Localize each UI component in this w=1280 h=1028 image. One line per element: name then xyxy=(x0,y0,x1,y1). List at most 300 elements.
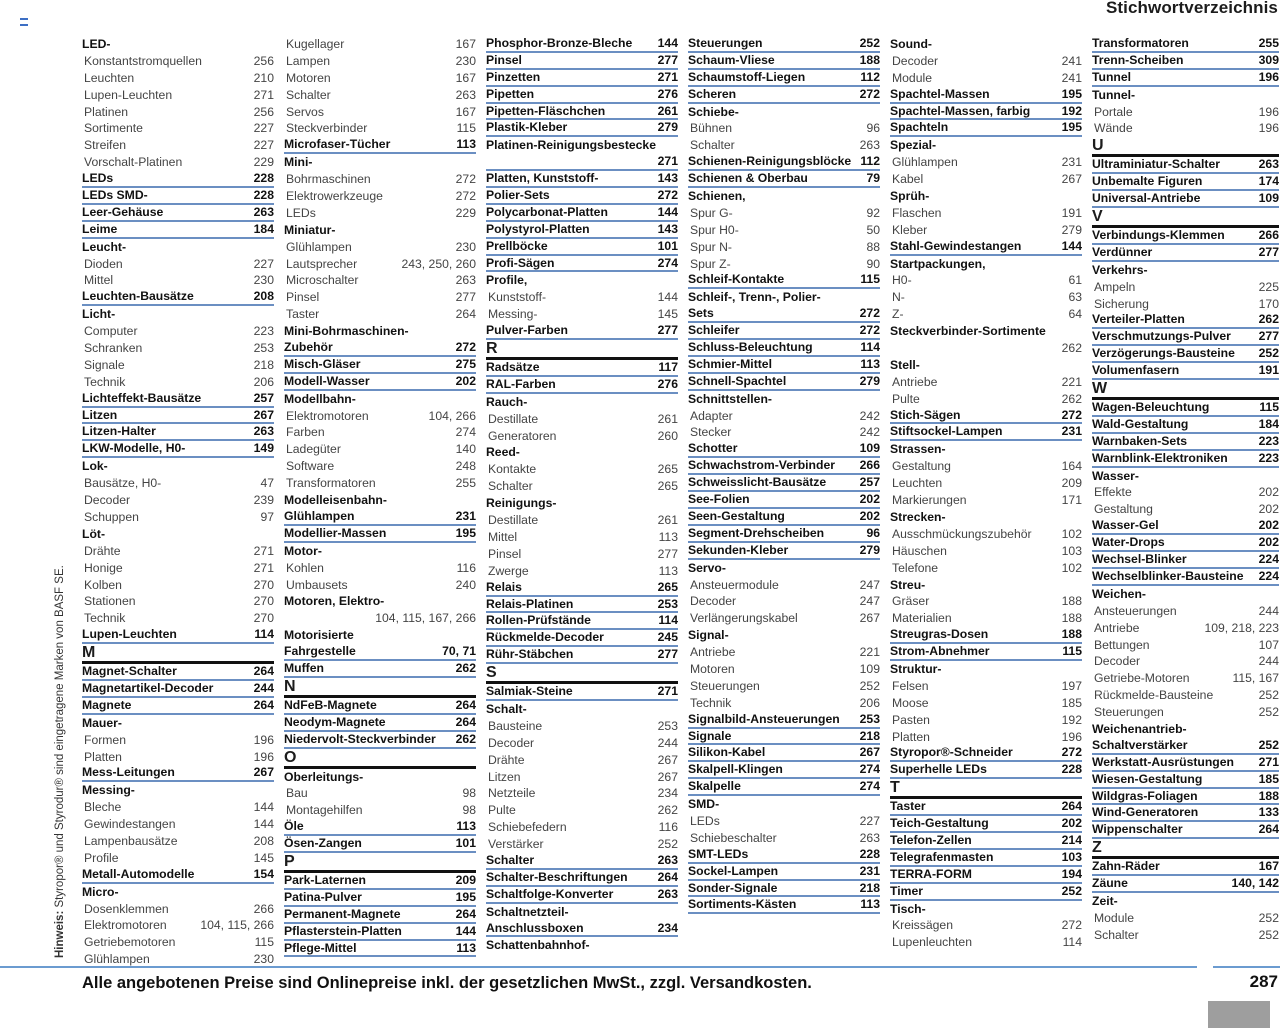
entry-keyword: Verzögerungs-Bausteine xyxy=(1092,346,1235,361)
entry-keyword: Gewindestangen xyxy=(84,817,176,832)
entry-keyword: Signale xyxy=(688,728,732,743)
entry-keyword: Radsätze xyxy=(486,360,540,375)
entry-keyword: Sekunden-Kleber xyxy=(688,542,789,557)
index-heading xyxy=(82,36,274,53)
entry-keyword: Platinen xyxy=(84,104,129,119)
entry-keyword: Sprüh- xyxy=(890,189,930,204)
index-entry xyxy=(486,512,678,529)
index-entry xyxy=(486,546,678,563)
index-entry xyxy=(688,543,880,560)
entry-page-ref: 265 xyxy=(657,479,678,494)
entry-keyword: Telegrafenmasten xyxy=(890,849,994,864)
entry-page-ref: 144 xyxy=(1061,238,1082,253)
entry-keyword: Dosenklemmen xyxy=(84,901,169,916)
entry-keyword: Servos xyxy=(286,104,324,119)
index-entry xyxy=(284,458,476,475)
index-entry xyxy=(486,104,678,121)
entry-page-ref: 88 xyxy=(866,239,880,254)
entry-page-ref: 252 xyxy=(859,678,880,693)
index-entry xyxy=(688,593,880,610)
entry-page-ref: 263 xyxy=(253,424,274,439)
entry-page-ref: 252 xyxy=(657,837,678,852)
entry-keyword: Häuschen xyxy=(892,543,947,558)
index-entry xyxy=(890,492,1082,509)
entry-page-ref: 97 xyxy=(260,509,274,524)
entry-keyword: Schmier-Mittel xyxy=(688,356,772,371)
entry-page-ref: 115 xyxy=(1259,400,1279,415)
entry-keyword: Weichen- xyxy=(1092,586,1146,601)
entry-keyword: Lampen xyxy=(286,53,331,68)
entry-keyword: Verlängerungskabel xyxy=(690,611,798,626)
entry-page-ref: 64 xyxy=(1068,307,1082,322)
entry-keyword: Relais-Platinen xyxy=(486,596,574,611)
index-entry xyxy=(688,87,880,104)
index-entry xyxy=(82,681,274,698)
entry-page-ref: 263 xyxy=(1258,157,1279,172)
entry-keyword: Umbausets xyxy=(286,577,348,592)
entry-keyword: Universal-Antriebe xyxy=(1092,191,1201,206)
entry-keyword: Rühr-Stäbchen xyxy=(486,647,574,662)
index-heading xyxy=(284,222,476,239)
entry-keyword: Motoren xyxy=(690,661,735,676)
entry-keyword: Materialien xyxy=(892,611,952,626)
index-entry xyxy=(486,222,678,239)
entry-keyword: Anschlussboxen xyxy=(486,920,584,935)
entry-keyword: Modellbahn- xyxy=(284,391,356,406)
entry-page-ref: 228 xyxy=(859,846,880,861)
index-entry xyxy=(82,205,274,222)
entry-keyword: Schalt- xyxy=(486,701,527,716)
entry-page-ref: 208 xyxy=(253,289,274,304)
entry-page-ref: 228 xyxy=(253,188,274,203)
entry-page-ref: 96 xyxy=(866,525,880,540)
index-entry xyxy=(486,613,678,630)
index-entry xyxy=(1092,910,1279,927)
entry-keyword: Magnetartikel-Decoder xyxy=(82,680,214,695)
entry-keyword: Spachteln xyxy=(890,120,949,135)
entry-keyword: Motorisierte xyxy=(284,628,354,643)
entry-page-ref: 144 xyxy=(657,36,678,50)
entry-page-ref: 274 xyxy=(859,779,880,794)
index-entry xyxy=(486,718,678,735)
entry-page-ref: 276 xyxy=(657,376,678,391)
entry-page-ref: 230 xyxy=(455,239,476,254)
entry-keyword: Schaltverstärker xyxy=(1092,737,1188,752)
index-heading xyxy=(284,154,476,171)
entry-keyword: Ultraminiatur-Schalter xyxy=(1092,157,1220,172)
index-heading xyxy=(486,937,678,954)
entry-page-ref: 102 xyxy=(1061,526,1082,541)
entry-page-ref: 154 xyxy=(253,866,274,881)
entry-page-ref: 263 xyxy=(657,886,678,901)
entry-keyword: Pasten xyxy=(892,712,930,727)
trademark-note xyxy=(54,565,66,958)
entry-keyword: SMD- xyxy=(688,797,720,812)
entry-keyword: Leucht- xyxy=(82,239,127,254)
entry-keyword: Polystyrol-Platten xyxy=(486,221,590,236)
entry-keyword: Verdünner xyxy=(1092,244,1153,259)
index-entry xyxy=(1092,70,1279,87)
entry-keyword: Metall-Automodelle xyxy=(82,866,195,881)
entry-keyword: Decoder xyxy=(892,53,939,68)
entry-keyword: Pulte xyxy=(892,391,920,406)
entry-keyword: Elektrowerkzeuge xyxy=(286,189,383,204)
entry-page-ref: 47 xyxy=(260,476,274,491)
index-entry xyxy=(688,779,880,796)
index-entry xyxy=(890,610,1082,627)
entry-page-ref: 244 xyxy=(1258,654,1279,669)
entry-page-ref: 144 xyxy=(253,817,274,832)
index-entry xyxy=(1092,346,1279,363)
index-entry xyxy=(284,873,476,890)
entry-page-ref: 145 xyxy=(657,307,678,322)
entry-page-ref: 272 xyxy=(455,172,476,187)
index-entry xyxy=(890,53,1082,70)
footer-price-note: Alle angebotenen Preise sind Onlinepreise inkl. der gesetzlichen MwSt., zzgl. Versandkosten. xyxy=(82,974,812,992)
index-entry xyxy=(284,87,476,104)
index-entry xyxy=(284,53,476,70)
entry-keyword: Steckverbinder-Sortimente xyxy=(890,324,1046,339)
entry-page-ref: 103 xyxy=(1061,849,1082,864)
index-heading xyxy=(688,391,880,408)
index-entry xyxy=(284,205,476,222)
entry-keyword: Polycarbonat-Platten xyxy=(486,204,608,219)
entry-keyword: Schaltnetzteil- xyxy=(486,904,569,919)
entry-keyword: Zubehör xyxy=(284,340,333,355)
index-entry xyxy=(82,560,274,577)
index-entry xyxy=(284,661,476,678)
index-heading xyxy=(688,560,880,577)
entry-keyword: Verteiler-Platten xyxy=(1092,312,1185,327)
entry-page-ref: 244 xyxy=(1258,603,1279,618)
index-entry xyxy=(890,884,1082,901)
index-heading xyxy=(82,239,274,256)
entry-keyword: Patina-Pulver xyxy=(284,889,362,904)
entry-keyword: Schleif-Kontakte xyxy=(688,272,785,287)
entry-page-ref: 231 xyxy=(455,508,476,523)
entry-page-ref: 140, 142 xyxy=(1231,876,1279,891)
index-entry xyxy=(284,374,476,391)
entry-keyword: Lautsprecher xyxy=(286,256,358,271)
entry-page-ref: 191 xyxy=(1061,205,1082,220)
entry-keyword: Glühlampen xyxy=(892,155,958,170)
index-entry xyxy=(890,695,1082,712)
index-entry xyxy=(890,475,1082,492)
entry-page-ref: 167 xyxy=(455,70,476,85)
page-number: 287 xyxy=(1249,972,1278,991)
entry-keyword: Spachtel-Massen, farbig xyxy=(890,103,1031,118)
entry-keyword: Getriebemotoren xyxy=(84,935,176,950)
index-entry xyxy=(284,644,476,661)
index-heading xyxy=(1092,721,1279,738)
entry-keyword: Felsen xyxy=(892,678,929,693)
index-heading xyxy=(82,782,274,799)
footer-divider xyxy=(0,966,1197,968)
index-entry xyxy=(82,391,274,408)
entry-keyword: Silikon-Kabel xyxy=(688,745,766,760)
index-entry xyxy=(890,239,1082,256)
index-entry xyxy=(486,87,678,104)
entry-keyword: Decoder xyxy=(84,493,131,508)
section-letter-label: Z xyxy=(1092,839,1102,857)
index-entry xyxy=(486,785,678,802)
entry-keyword: Wind-Generatoren xyxy=(1092,805,1199,820)
entry-keyword: Profi-Sägen xyxy=(486,255,555,270)
entry-keyword: LKW-Modelle, H0- xyxy=(82,441,186,456)
entry-keyword: Leer-Gehäuse xyxy=(82,204,164,219)
entry-page-ref: 115 xyxy=(254,935,274,950)
index-heading xyxy=(284,323,476,340)
entry-keyword: Sound- xyxy=(890,37,932,51)
entry-keyword: LEDs SMD- xyxy=(82,188,148,203)
entry-keyword: Schaum-Vliese xyxy=(688,52,775,67)
entry-page-ref: 104, 115, 266 xyxy=(200,918,274,933)
entry-page-ref: 261 xyxy=(657,411,678,426)
entry-page-ref: 239 xyxy=(253,493,274,508)
index-entry xyxy=(688,205,880,222)
index-entry xyxy=(1092,653,1279,670)
entry-page-ref: 272 xyxy=(1061,918,1082,933)
entry-page-ref: 164 xyxy=(1061,459,1082,474)
index-entry xyxy=(890,222,1082,239)
index-entry xyxy=(688,695,880,712)
entry-keyword: Zwerge xyxy=(488,563,529,578)
entry-keyword: Rückmelde-Decoder xyxy=(486,630,604,645)
entry-keyword: Taster xyxy=(286,307,320,322)
entry-keyword: Modelleisenbahn- xyxy=(284,493,387,508)
entry-keyword: Zeit- xyxy=(1092,893,1118,908)
index-entry xyxy=(688,729,880,746)
entry-page-ref: 256 xyxy=(253,104,274,119)
entry-keyword: Phosphor-Bronze-Bleche xyxy=(486,36,633,50)
index-column-5 xyxy=(890,36,1082,951)
index-entry xyxy=(890,205,1082,222)
entry-page-ref: 114 xyxy=(254,627,274,642)
entry-keyword: LEDs xyxy=(82,171,114,186)
entry-keyword: Steuerungen xyxy=(1094,705,1164,720)
entry-keyword: Wasser- xyxy=(1092,468,1139,483)
entry-keyword: Pipetten-Fläschchen xyxy=(486,103,606,118)
index-entry xyxy=(688,678,880,695)
index-heading xyxy=(486,904,678,921)
index-entry xyxy=(284,70,476,87)
entry-page-ref: 194 xyxy=(1061,866,1082,881)
entry-keyword: Mittel xyxy=(84,273,114,288)
index-entry xyxy=(486,580,678,597)
index-heading xyxy=(486,394,678,411)
entry-page-ref: 202 xyxy=(455,373,476,388)
entry-keyword: Schuppen xyxy=(84,509,139,524)
index-entry xyxy=(1092,876,1279,893)
entry-page-ref: 264 xyxy=(253,664,274,679)
entry-keyword: Glühlampen xyxy=(284,508,355,523)
index-entry xyxy=(486,836,678,853)
entry-page-ref: 241 xyxy=(1061,70,1082,85)
index-entry xyxy=(1092,120,1279,137)
index-entry xyxy=(284,357,476,374)
index-entry xyxy=(890,799,1082,816)
index-entry xyxy=(82,424,274,441)
entry-keyword: Bausteine xyxy=(488,718,543,733)
index-entry xyxy=(688,830,880,847)
index-entry xyxy=(486,802,678,819)
index-entry xyxy=(82,154,274,171)
entry-keyword: Schiebe- xyxy=(688,104,739,119)
index-entry xyxy=(284,272,476,289)
entry-keyword: Polier-Sets xyxy=(486,188,550,203)
entry-keyword: Schalter xyxy=(486,852,535,867)
entry-keyword: Löt- xyxy=(82,526,106,541)
index-entry xyxy=(688,171,880,188)
entry-page-ref: 266 xyxy=(859,458,880,473)
entry-keyword: Schalter xyxy=(690,138,735,153)
entry-keyword: Tunnel xyxy=(1092,69,1132,84)
entry-keyword: Spur Z- xyxy=(690,256,731,271)
entry-keyword: Rauch- xyxy=(486,394,528,409)
entry-keyword: Tisch- xyxy=(890,901,926,916)
entry-page-ref: 223 xyxy=(1258,433,1279,448)
index-heading xyxy=(284,627,476,644)
index-heading xyxy=(890,256,1082,273)
index-entry xyxy=(82,492,274,509)
entry-page-ref: 262 xyxy=(455,731,476,746)
index-entry xyxy=(486,360,678,377)
index-entry xyxy=(486,377,678,394)
entry-page-ref: 263 xyxy=(253,204,274,219)
entry-keyword: Decoder xyxy=(1094,654,1141,669)
entry-keyword: H0- xyxy=(892,273,912,288)
entry-keyword: Leuchten xyxy=(84,70,135,85)
index-entry xyxy=(486,647,678,664)
index-heading xyxy=(284,769,476,786)
entry-page-ref: 208 xyxy=(253,833,274,848)
entry-page-ref: 255 xyxy=(455,476,476,491)
entry-keyword: Seen-Gestaltung xyxy=(688,508,785,523)
entry-page-ref: 113 xyxy=(456,940,476,955)
index-entry xyxy=(486,563,678,580)
entry-keyword: Magnet-Schalter xyxy=(82,664,177,679)
index-heading xyxy=(82,306,274,323)
index-entry xyxy=(688,222,880,239)
entry-page-ref: 102 xyxy=(1061,560,1082,575)
entry-keyword: Struktur- xyxy=(890,661,942,676)
index-heading xyxy=(486,444,678,461)
entry-keyword: Kontakte xyxy=(488,462,537,477)
index-entry xyxy=(688,509,880,526)
entry-keyword: Kohlen xyxy=(286,560,324,575)
index-heading xyxy=(1092,262,1279,279)
entry-keyword: Sockel-Lampen xyxy=(688,863,779,878)
entry-page-ref: 263 xyxy=(859,138,880,153)
entry-keyword: Litzen xyxy=(488,769,521,784)
entry-page-ref: 264 xyxy=(455,906,476,921)
entry-page-ref: 196 xyxy=(1258,69,1279,84)
entry-page-ref: 267 xyxy=(657,752,678,767)
index-entry xyxy=(688,610,880,627)
index-entry xyxy=(890,833,1082,850)
index-entry xyxy=(486,411,678,428)
section-letter-label: R xyxy=(486,340,498,358)
entry-page-ref: 115, 167 xyxy=(1232,671,1279,686)
entry-keyword: Kleber xyxy=(892,222,928,237)
index-entry xyxy=(82,765,274,782)
entry-page-ref: 196 xyxy=(253,749,274,764)
index-entry xyxy=(688,526,880,543)
index-entry xyxy=(688,36,880,53)
entry-keyword: Schluss-Beleuchtung xyxy=(688,340,813,355)
index-heading xyxy=(1092,468,1279,485)
entry-keyword: Reinigungs- xyxy=(486,496,557,511)
index-entry xyxy=(284,907,476,924)
entry-page-ref: 185 xyxy=(1061,695,1082,710)
entry-page-ref: 101 xyxy=(657,238,678,253)
entry-page-ref: 221 xyxy=(1061,374,1082,389)
index-entry xyxy=(1092,620,1279,637)
index-entry xyxy=(82,340,274,357)
index-entry xyxy=(1092,755,1279,772)
index-entry xyxy=(284,732,476,749)
entry-page-ref: 264 xyxy=(1061,799,1082,814)
corner-mark xyxy=(20,18,28,26)
entry-page-ref: 218 xyxy=(859,880,880,895)
entry-keyword: Zäune xyxy=(1092,876,1128,891)
index-heading xyxy=(890,901,1082,918)
entry-page-ref: 116 xyxy=(456,560,476,575)
index-heading xyxy=(688,796,880,813)
index-entry xyxy=(284,239,476,256)
entry-page-ref: 112 xyxy=(860,69,880,84)
entry-page-ref: 103 xyxy=(1061,543,1082,558)
entry-keyword: Antriebe xyxy=(690,645,736,660)
entry-page-ref: 196 xyxy=(1061,729,1082,744)
entry-keyword: Werkstatt-Ausrüstungen xyxy=(1092,754,1234,769)
entry-page-ref: 262 xyxy=(455,660,476,675)
entry-page-ref: 277 xyxy=(657,647,678,662)
entry-page-ref: 230 xyxy=(253,273,274,288)
entry-keyword: Mess-Leitungen xyxy=(82,765,175,780)
index-entry xyxy=(890,104,1082,121)
index-entry xyxy=(1092,687,1279,704)
entry-keyword: Steckverbinder xyxy=(286,121,368,136)
index-entry xyxy=(284,441,476,458)
entry-keyword: Litzen-Halter xyxy=(82,424,156,439)
entry-page-ref: 223 xyxy=(1258,450,1279,465)
entry-keyword: Motoren xyxy=(286,70,331,85)
index-entry xyxy=(284,836,476,853)
index-entry xyxy=(1092,53,1279,70)
entry-keyword: Konstantstromquellen xyxy=(84,53,202,68)
index-entry xyxy=(486,752,678,769)
entry-page-ref: 202 xyxy=(1258,535,1279,550)
entry-keyword: Leuchten xyxy=(892,476,943,491)
entry-keyword: Licht- xyxy=(82,307,116,322)
entry-keyword: Skalpelle xyxy=(688,779,741,794)
entry-keyword: Lampenbausätze xyxy=(84,833,178,848)
entry-page-ref: 243, 250, 260 xyxy=(401,256,476,271)
entry-keyword: Sonder-Signale xyxy=(688,880,778,895)
index-heading xyxy=(486,137,678,154)
entry-page-ref: 245 xyxy=(657,630,678,645)
entry-keyword: Wechselblinker-Bausteine xyxy=(1092,568,1244,583)
entry-keyword: Schranken xyxy=(84,341,143,356)
entry-keyword: Leime xyxy=(82,221,118,236)
entry-keyword: Lichteffekt-Bausätze xyxy=(82,390,202,405)
index-entry xyxy=(284,424,476,441)
index-entry xyxy=(82,120,274,137)
entry-page-ref: 224 xyxy=(1258,568,1279,583)
index-entry xyxy=(82,664,274,681)
entry-keyword: Neodym-Magnete xyxy=(284,714,386,729)
